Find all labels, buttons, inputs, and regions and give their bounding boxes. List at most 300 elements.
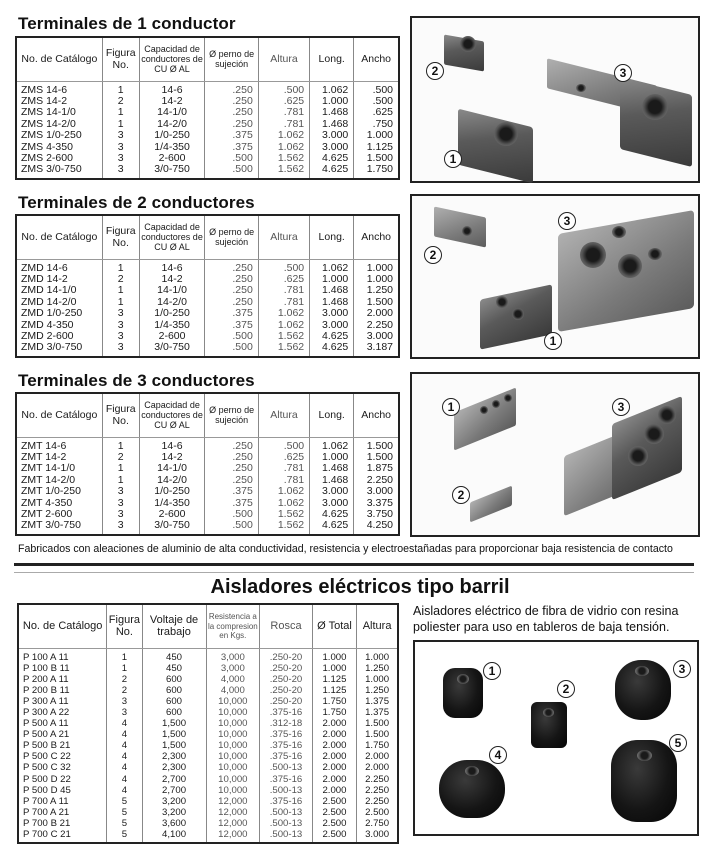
cell-diameter: 2.500 <box>312 807 356 818</box>
cell-voltage: 2,300 <box>142 762 206 773</box>
cell-height: .625 <box>258 452 309 463</box>
cell-catalog: P 700 B 21 <box>23 817 71 829</box>
cell-bolt: .250 <box>205 463 258 474</box>
col-header-bolt: Ø perno de sujeción <box>205 37 258 81</box>
col-header-figure: Figura No. <box>107 604 142 648</box>
figure-badge-5: 5 <box>669 734 687 752</box>
cell-catalog: ZMS 14-1/0 <box>21 106 76 119</box>
col-header-width: Ancho <box>354 37 399 81</box>
cell-catalog: ZMT 14-6 <box>21 439 67 452</box>
cell-capacity: 1/0-250 <box>139 308 205 319</box>
screw-icon <box>504 394 512 402</box>
cell-bolt: .250 <box>205 437 258 452</box>
screw-icon <box>644 424 664 444</box>
photo-panel-1-conductor <box>410 16 700 183</box>
figure-badge-3: 3 <box>558 212 576 230</box>
cell-height: .625 <box>258 96 309 107</box>
cell-bolt: .250 <box>205 81 258 96</box>
cell-length: 3.000 <box>310 130 354 141</box>
figure-badge-2: 2 <box>426 62 444 80</box>
cell-bolt: .250 <box>205 452 258 463</box>
cell-bolt: .250 <box>205 285 258 296</box>
mount-hole-icon <box>612 226 626 238</box>
table-row <box>18 663 398 674</box>
cell-figure: 3 <box>102 509 139 520</box>
table-row <box>16 437 399 452</box>
cell-width: .625 <box>354 107 399 118</box>
cell-height: 1.062 <box>258 320 309 331</box>
cell-capacity: 14-1/0 <box>139 285 205 296</box>
cell-width: 1.250 <box>354 285 399 296</box>
cell-voltage: 4,100 <box>142 829 206 843</box>
cell-figure: 3 <box>107 696 142 707</box>
table-row <box>16 486 399 497</box>
cell-height: 1.375 <box>357 696 398 707</box>
cell-length: 4.625 <box>310 153 354 164</box>
cell-figure: 2 <box>107 685 142 696</box>
cell-catalog: ZMT 2-600 <box>21 507 73 520</box>
cell-compression: 10,000 <box>206 740 260 751</box>
cell-length: 4.625 <box>310 164 354 178</box>
cell-height: 1.500 <box>357 718 398 729</box>
col-header-figure: Figura No. <box>102 37 139 81</box>
cell-height: 1.062 <box>258 130 309 141</box>
cell-figure: 3 <box>102 142 139 153</box>
cell-length: 4.625 <box>310 331 354 342</box>
cell-figure: 5 <box>107 818 142 829</box>
table-row <box>18 707 398 718</box>
table-row <box>18 796 398 807</box>
screw-icon <box>492 400 500 408</box>
cell-capacity: 1/4-350 <box>139 142 205 153</box>
cell-height: .781 <box>258 475 309 486</box>
cell-voltage: 2,700 <box>142 785 206 796</box>
cell-width: 3.000 <box>354 331 399 342</box>
cell-voltage: 600 <box>142 707 206 718</box>
cell-length: 4.625 <box>310 342 354 356</box>
cell-catalog: ZMT 14-1/0 <box>21 462 76 475</box>
cell-voltage: 3,200 <box>142 807 206 818</box>
cell-compression: 10,000 <box>206 718 260 729</box>
cell-height: 2.250 <box>357 774 398 785</box>
cell-height: 1.562 <box>258 164 309 178</box>
cell-width: .750 <box>354 119 399 130</box>
cell-height: 1.000 <box>357 674 398 685</box>
cell-width: 2.250 <box>354 320 399 331</box>
table-row <box>18 729 398 740</box>
cell-figure: 4 <box>107 762 142 773</box>
col-header-diameter: Ø Total <box>312 604 356 648</box>
section-title-1-conductor: Terminales de 1 conductor <box>18 14 236 33</box>
table-row <box>16 107 399 118</box>
cell-figure: 1 <box>102 463 139 474</box>
cell-catalog: P 500 D 22 <box>23 773 71 785</box>
cell-capacity: 3/0-750 <box>139 342 205 356</box>
cell-bolt: .250 <box>205 297 258 308</box>
cell-catalog: P 500 A 11 <box>23 718 69 730</box>
cell-voltage: 1,500 <box>142 740 206 751</box>
cell-catalog: P 700 A 21 <box>23 806 70 818</box>
cell-compression: 3,000 <box>206 648 260 663</box>
figure-badge-2: 2 <box>424 246 442 264</box>
cell-width: 1.875 <box>354 463 399 474</box>
cell-height: 1.250 <box>357 685 398 696</box>
cell-width: 2.250 <box>354 475 399 486</box>
cell-length: 1.468 <box>310 297 354 308</box>
cell-figure: 4 <box>107 718 142 729</box>
figure-badge-1: 1 <box>544 332 562 350</box>
cell-catalog: ZMS 3/0-750 <box>21 163 82 176</box>
cell-voltage: 1,500 <box>142 729 206 740</box>
cell-bolt: .375 <box>205 308 258 319</box>
photo-panel-2-conductores <box>410 194 700 359</box>
cell-width: 1.750 <box>354 164 399 178</box>
cell-compression: 4,000 <box>206 674 260 685</box>
photo-panel-3-conductores <box>410 372 700 537</box>
cell-thread: .500-13 <box>260 818 313 829</box>
cell-height: .781 <box>258 107 309 118</box>
cell-capacity: 14-6 <box>139 259 205 274</box>
cell-capacity: 14-1/0 <box>139 463 205 474</box>
col-header-figure: Figura No. <box>102 393 139 437</box>
screw-icon <box>512 308 524 320</box>
cell-height: 1.500 <box>357 729 398 740</box>
cell-catalog: P 500 C 22 <box>23 751 71 763</box>
cell-compression: 12,000 <box>206 796 260 807</box>
thread-hole-icon <box>635 666 649 676</box>
cell-height: .781 <box>258 463 309 474</box>
section-divider-thin <box>14 572 694 573</box>
mount-hole-icon <box>648 248 662 260</box>
cell-width: 1.500 <box>354 297 399 308</box>
cell-catalog: ZMS 1/0-250 <box>21 129 82 142</box>
cell-height: .781 <box>258 285 309 296</box>
cell-height: 1.562 <box>258 342 309 356</box>
cell-figure: 1 <box>107 648 142 663</box>
cell-compression: 12,000 <box>206 807 260 818</box>
cell-figure: 1 <box>102 437 139 452</box>
terminal-part-fig3-body <box>620 77 692 167</box>
cell-catalog: ZMS 14-6 <box>21 83 68 96</box>
cell-diameter: 2.000 <box>312 718 356 729</box>
cell-height: .500 <box>258 259 309 274</box>
table-row <box>18 685 398 696</box>
cell-bolt: .375 <box>205 320 258 331</box>
table-row <box>16 81 399 96</box>
cell-height: 2.500 <box>357 807 398 818</box>
cell-figure: 2 <box>107 674 142 685</box>
col-header-catalog: No. de Catálogo <box>16 37 102 81</box>
cell-catalog: ZMT 4-350 <box>21 496 73 509</box>
cell-height: .781 <box>258 119 309 130</box>
cell-compression: 10,000 <box>206 762 260 773</box>
cell-length: 3.000 <box>310 486 354 497</box>
cell-diameter: 2.000 <box>312 729 356 740</box>
cell-width: .500 <box>354 96 399 107</box>
cell-thread: .375-16 <box>260 751 313 762</box>
table-row <box>16 308 399 319</box>
table-row <box>18 718 398 729</box>
table-row <box>16 463 399 474</box>
cell-figure: 1 <box>102 119 139 130</box>
col-header-catalog: No. de Catálogo <box>16 393 102 437</box>
cell-figure: 1 <box>102 297 139 308</box>
section-divider <box>14 563 694 566</box>
cell-voltage: 450 <box>142 648 206 663</box>
cell-thread: .500-13 <box>260 829 313 843</box>
cell-thread: .250-20 <box>260 663 313 674</box>
cell-thread: .375-16 <box>260 796 313 807</box>
cell-compression: 3,000 <box>206 663 260 674</box>
cell-height: 1.250 <box>357 663 398 674</box>
cell-height: .625 <box>258 274 309 285</box>
cell-height: 2.250 <box>357 785 398 796</box>
cell-height: 1.062 <box>258 486 309 497</box>
section-title-2-conductores: Terminales de 2 conductores <box>18 193 255 212</box>
col-header-capacity: Capacidad de conductores de CU Ø AL <box>139 393 205 437</box>
figure-badge-2: 2 <box>452 486 470 504</box>
cell-bolt: .250 <box>205 107 258 118</box>
col-header-length: Long. <box>310 393 354 437</box>
table-row <box>18 751 398 762</box>
cell-capacity: 1/4-350 <box>139 498 205 509</box>
cell-figure: 3 <box>102 331 139 342</box>
cell-catalog: ZMS 4-350 <box>21 140 73 153</box>
col-header-length: Long. <box>310 37 354 81</box>
cell-figure: 3 <box>102 320 139 331</box>
cell-capacity: 14-2 <box>139 452 205 463</box>
cell-catalog: ZMD 14-2 <box>21 272 68 285</box>
cell-capacity: 14-2/0 <box>139 119 205 130</box>
terminal-table-3-conductores <box>15 392 400 536</box>
cell-length: 1.062 <box>310 437 354 452</box>
cell-thread: .500-13 <box>260 785 313 796</box>
screw-icon <box>460 36 476 52</box>
section-title-3-conductores: Terminales de 3 conductores <box>18 371 255 390</box>
cell-length: 1.468 <box>310 119 354 130</box>
table-row <box>18 785 398 796</box>
cell-width: 1.500 <box>354 437 399 452</box>
figure-badge-1: 1 <box>442 398 460 416</box>
cell-diameter: 2.500 <box>312 796 356 807</box>
cell-catalog: ZMT 3/0-750 <box>21 519 81 532</box>
cell-height: 1.062 <box>258 498 309 509</box>
table-row <box>18 696 398 707</box>
figure-badge-3: 3 <box>612 398 630 416</box>
figure-badge-3: 3 <box>614 64 632 82</box>
table-row <box>18 674 398 685</box>
cell-width: .500 <box>354 81 399 96</box>
cell-compression: 4,000 <box>206 685 260 696</box>
table-row <box>16 130 399 141</box>
cell-catalog: P 200 B 11 <box>23 684 70 696</box>
cell-figure: 2 <box>102 452 139 463</box>
table-row <box>16 164 399 178</box>
cell-capacity: 14-1/0 <box>139 107 205 118</box>
table-header-row <box>18 604 398 648</box>
cell-capacity: 14-2/0 <box>139 297 205 308</box>
cell-width: 3.750 <box>354 509 399 520</box>
cell-catalog: P 700 C 21 <box>23 829 71 840</box>
cell-figure: 1 <box>107 663 142 674</box>
cell-length: 1.468 <box>310 107 354 118</box>
cell-width: 1.000 <box>354 274 399 285</box>
col-header-height: Altura <box>258 37 309 81</box>
cell-capacity: 14-6 <box>139 81 205 96</box>
cell-figure: 3 <box>102 486 139 497</box>
cell-compression: 10,000 <box>206 751 260 762</box>
cell-height: 1.062 <box>258 142 309 153</box>
cell-width: 1.125 <box>354 142 399 153</box>
screw-icon <box>658 406 676 424</box>
cell-thread: .250-20 <box>260 685 313 696</box>
cell-diameter: 2.000 <box>312 762 356 773</box>
table-row <box>16 342 399 356</box>
cell-length: 4.625 <box>310 520 354 534</box>
cell-figure: 3 <box>102 520 139 534</box>
cell-height: 1.750 <box>357 740 398 751</box>
cell-thread: .250-20 <box>260 696 313 707</box>
screw-icon <box>618 254 642 278</box>
cell-catalog: P 300 A 22 <box>23 706 70 718</box>
cell-height: 2.000 <box>357 751 398 762</box>
cell-bolt: .500 <box>205 153 258 164</box>
cell-voltage: 2,700 <box>142 774 206 785</box>
cell-catalog: ZMD 14-2/0 <box>21 295 77 308</box>
cell-figure: 4 <box>107 785 142 796</box>
cell-diameter: 2.500 <box>312 829 356 843</box>
figure-badge-2: 2 <box>557 680 575 698</box>
cell-compression: 10,000 <box>206 785 260 796</box>
screw-icon <box>496 296 508 308</box>
col-header-thread: Rosca <box>260 604 313 648</box>
cell-capacity: 1/4-350 <box>139 320 205 331</box>
cell-bolt: .250 <box>205 259 258 274</box>
cell-capacity: 14-6 <box>139 437 205 452</box>
cell-diameter: 1.750 <box>312 696 356 707</box>
cell-width: 1.500 <box>354 153 399 164</box>
cell-height: .781 <box>258 297 309 308</box>
cell-thread: .375-16 <box>260 707 313 718</box>
cell-figure: 1 <box>102 285 139 296</box>
cell-capacity: 2-600 <box>139 509 205 520</box>
cell-bolt: .250 <box>205 274 258 285</box>
cell-figure: 5 <box>107 829 142 843</box>
cell-catalog: ZMD 14-1/0 <box>21 284 77 297</box>
col-header-capacity: Capacidad de conductores de CU Ø AL <box>139 37 205 81</box>
figure-badge-1: 1 <box>483 662 501 680</box>
cell-height: 1.562 <box>258 509 309 520</box>
cell-catalog: P 700 A 11 <box>23 795 69 807</box>
cell-thread: .250-20 <box>260 674 313 685</box>
cell-thread: .500-13 <box>260 762 313 773</box>
cell-catalog: P 200 A 11 <box>23 673 69 685</box>
terminal-part-fig1 <box>458 109 533 184</box>
cell-height: 1.562 <box>258 331 309 342</box>
cell-length: 1.062 <box>310 259 354 274</box>
cell-height: 1.562 <box>258 153 309 164</box>
cell-bolt: .375 <box>205 486 258 497</box>
table-row <box>16 285 399 296</box>
cell-figure: 4 <box>107 740 142 751</box>
screw-icon <box>480 406 488 414</box>
cell-length: 1.468 <box>310 463 354 474</box>
cell-capacity: 3/0-750 <box>139 164 205 178</box>
cell-height: 1.000 <box>357 648 398 663</box>
cell-figure: 3 <box>102 130 139 141</box>
col-header-catalog: No. de Catálogo <box>18 604 107 648</box>
cell-figure: 4 <box>107 751 142 762</box>
cell-thread: .312-18 <box>260 718 313 729</box>
cell-width: 1.000 <box>354 259 399 274</box>
cell-capacity: 1/0-250 <box>139 130 205 141</box>
cell-diameter: 1.000 <box>312 648 356 663</box>
cell-thread: .375-16 <box>260 740 313 751</box>
table-row <box>16 520 399 534</box>
cell-length: 3.000 <box>310 142 354 153</box>
insulators-description: Aisladores eléctrico de fibra de vidrio con resina poliester para uso en tableros de baja tensión. <box>413 604 679 634</box>
table-header-row <box>16 37 399 81</box>
col-header-bolt: Ø perno de sujeción <box>205 393 258 437</box>
col-header-capacity: Capacidad de conductores de CU Ø AL <box>139 215 205 259</box>
cell-capacity: 14-2 <box>139 274 205 285</box>
cell-diameter: 2.000 <box>312 751 356 762</box>
screw-icon <box>462 226 472 236</box>
table-row <box>18 807 398 818</box>
screw-icon <box>642 94 668 120</box>
cell-compression: 10,000 <box>206 707 260 718</box>
cell-thread: .375-16 <box>260 774 313 785</box>
cell-bolt: .375 <box>205 498 258 509</box>
cell-width: 3.000 <box>354 486 399 497</box>
cell-height: 2.000 <box>357 762 398 773</box>
cell-height: .500 <box>258 81 309 96</box>
cell-bolt: .500 <box>205 509 258 520</box>
table-row <box>18 648 398 663</box>
cell-height: 1.562 <box>258 520 309 534</box>
cell-voltage: 3,600 <box>142 818 206 829</box>
cell-figure: 1 <box>102 259 139 274</box>
cell-bolt: .250 <box>205 96 258 107</box>
cell-capacity: 2-600 <box>139 331 205 342</box>
screw-icon <box>494 122 518 146</box>
cell-catalog: P 500 A 21 <box>23 729 70 741</box>
photo-panel-insulators <box>413 640 699 836</box>
col-header-height: Altura <box>258 215 309 259</box>
cell-compression: 10,000 <box>206 729 260 740</box>
col-header-catalog: No. de Catálogo <box>16 215 102 259</box>
cell-catalog: ZMT 1/0-250 <box>21 485 81 498</box>
cell-figure: 4 <box>107 729 142 740</box>
cell-voltage: 2,300 <box>142 751 206 762</box>
cell-capacity: 2-600 <box>139 153 205 164</box>
cell-figure: 3 <box>102 308 139 319</box>
cell-figure: 2 <box>102 96 139 107</box>
cell-bolt: .375 <box>205 130 258 141</box>
table-header-row <box>16 393 399 437</box>
cell-capacity: 3/0-750 <box>139 520 205 534</box>
cell-figure: 4 <box>107 774 142 785</box>
cell-height: .500 <box>258 437 309 452</box>
cell-length: 4.625 <box>310 509 354 520</box>
cell-bolt: .500 <box>205 520 258 534</box>
cell-thread: .250-20 <box>260 648 313 663</box>
cell-length: 1.468 <box>310 285 354 296</box>
terminal-table-2-conductores <box>15 214 400 358</box>
cell-catalog: ZMT 14-2 <box>21 450 67 463</box>
cell-figure: 3 <box>102 153 139 164</box>
screw-icon <box>628 446 648 466</box>
